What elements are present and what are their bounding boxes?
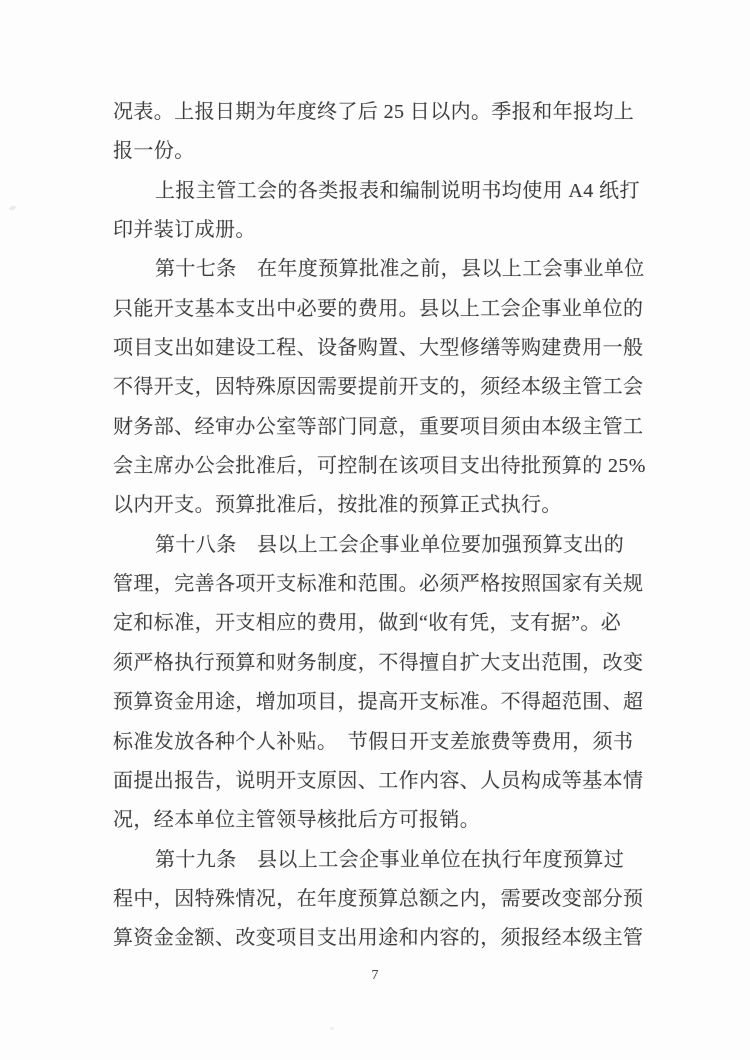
text-line: 财务部、经审办公室等部门同意，重要项目须由本级主管工: [113, 415, 644, 438]
text-line: 况表。上报日期为年度终了后 25 日以内。季报和年报均上: [113, 101, 635, 123]
text-line: 标准发放各种个人补贴。 节假日开支差旅费等费用，须书: [113, 730, 634, 753]
text-line: 项目支出如建设工程、设备购置、大型修缮等购建费用一般: [113, 337, 644, 360]
text-line: 不得开支，因特殊原因需要提前开支的，须经本级主管工会: [113, 376, 644, 399]
text-line: 上报主管工会的各类报表和编制说明书均使用 A4 纸打: [155, 179, 640, 202]
scan-artifact: [330, 1027, 334, 1030]
text-line: 须严格执行预算和财务制度，不得擅自扩大支出范围，改变: [113, 651, 644, 674]
text-line: 定和标准，开支相应的费用，做到“收有凭，支有据”。必: [113, 612, 622, 635]
text-line: 程中，因特殊情况，在年度预算总额之内，需要改变部分预: [113, 887, 644, 910]
page-number: 7: [371, 968, 379, 983]
text-line-article-17: 第十七条 在年度预算批准之前，县以上工会事业单位: [155, 258, 645, 281]
text-line: 会主席办公会批准后，可控制在该项目支出待批预算的 25%: [113, 455, 646, 478]
text-line: 以内开支。预算批准后，按批准的预算正式执行。: [113, 494, 562, 517]
text-line-article-19: 第十九条 县以上工会企事业单位在执行年度预算过: [155, 848, 625, 871]
text-line-article-18: 第十八条 县以上工会企事业单位要加强预算支出的: [155, 533, 625, 556]
text-line: 只能开支基本支出中必要的费用。县以上工会企事业单位的: [113, 297, 644, 320]
document-body-text: [113, 93, 647, 959]
text-line: 况，经本单位主管领导核批后方可报销。: [113, 809, 481, 832]
text-line: 面提出报告，说明开支原因、工作内容、人员构成等基本情: [113, 769, 644, 792]
scan-artifact: [8, 205, 16, 212]
text-line: 报一份。: [113, 140, 195, 163]
text-line: 管理，完善各项开支标准和范围。必须严格按照国家有关规: [113, 573, 644, 596]
text-line: 预算资金用途，增加项目，提高开支标准。不得超范围、超: [113, 691, 644, 714]
text-line: 算资金金额、改变项目支出用途和内容的，须报经本级主管: [113, 927, 644, 950]
text-line: 印并装订成册。: [113, 219, 256, 242]
